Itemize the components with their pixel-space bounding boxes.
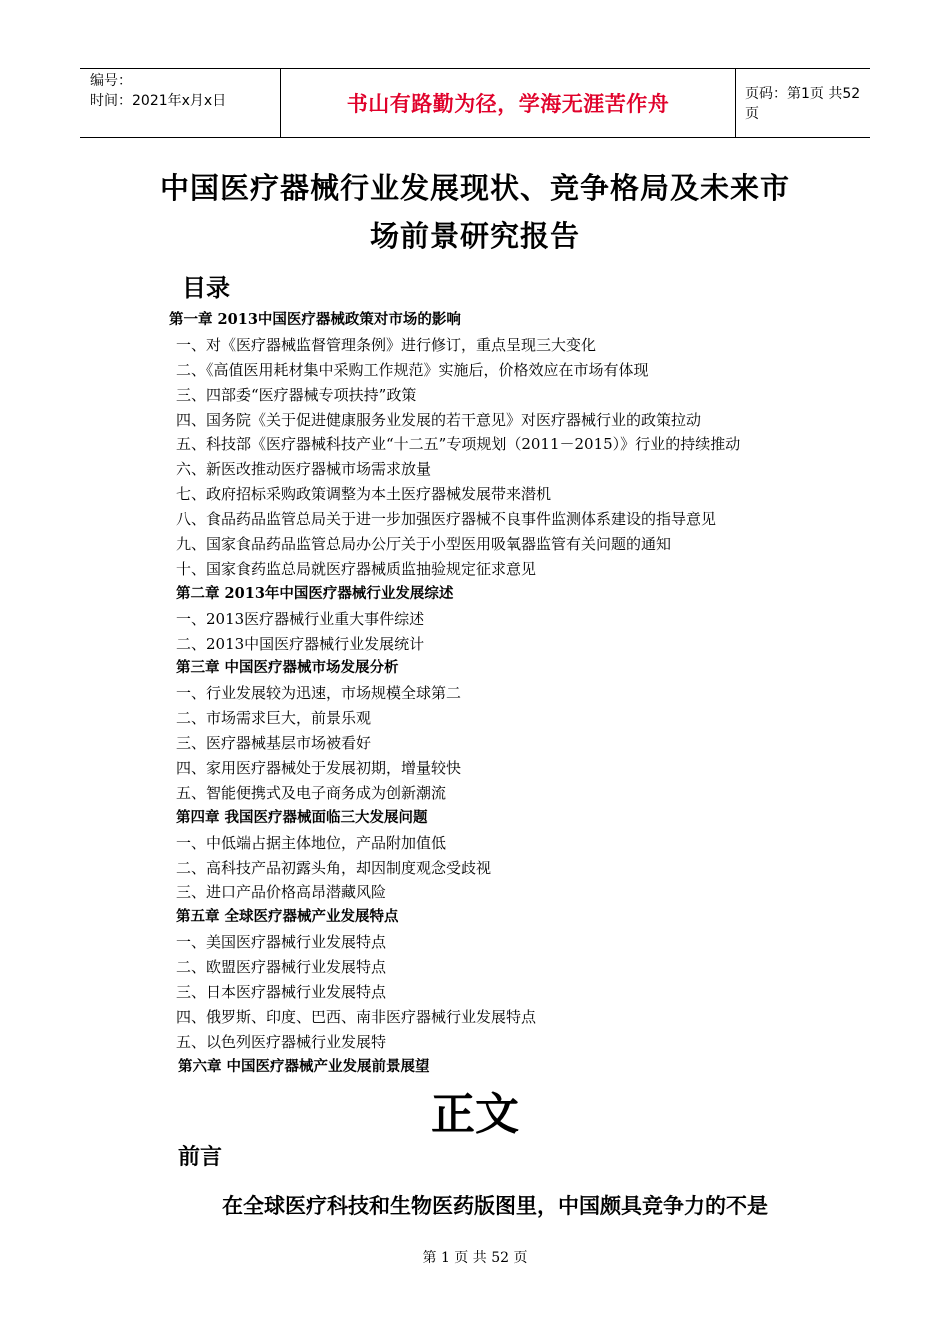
- toc-heading: 目录: [182, 273, 230, 302]
- toc-item[interactable]: 三、医疗器械基层市场被看好: [176, 734, 372, 753]
- toc-item[interactable]: 六、新医改推动医疗器械市场需求放量: [176, 460, 432, 479]
- toc-item[interactable]: 一、2013医疗器械行业重大事件综述: [176, 609, 425, 628]
- header-table: [80, 68, 870, 138]
- number-label: 编号：: [90, 73, 132, 89]
- time-label: 时间：2021年x月x日: [90, 93, 227, 109]
- toc-item[interactable]: 四、国务院《关于促进健康服务业发展的若干意见》对医疗器械行业的政策拉动: [176, 410, 702, 429]
- preface-heading: 前言: [178, 1144, 223, 1170]
- toc-item[interactable]: 二、市场需求巨大，前景乐观: [176, 709, 372, 728]
- page-code: 页码：第1页 共52页: [745, 86, 861, 122]
- header-middle-cell: [281, 69, 736, 137]
- toc-chapter[interactable]: 第三章 中国医疗器械市场发展分析: [176, 659, 399, 677]
- toc-item[interactable]: 五、以色列医疗器械行业发展特: [176, 1032, 387, 1051]
- toc-item[interactable]: 三、进口产品价格高昂潜藏风险: [176, 883, 387, 902]
- page-footer: 第 1 页 共 52 页: [422, 1250, 528, 1266]
- toc-item[interactable]: 一、中低端占据主体地位，产品附加值低: [176, 833, 447, 852]
- table-of-contents: [0, 308, 950, 1080]
- toc-item[interactable]: 三、四部委“医疗器械专项扶持”政策: [176, 385, 417, 404]
- toc-item[interactable]: 一、行业发展较为迅速，市场规模全球第二: [176, 684, 462, 703]
- toc-item[interactable]: 二、高科技产品初露头角，却因制度观念受歧视: [176, 858, 492, 877]
- header-left-cell: [80, 69, 281, 137]
- toc-chapter[interactable]: 第一章 2013中国医疗器械政策对市场的影响: [169, 311, 461, 328]
- toc-item[interactable]: 四、家用医疗器械处于发展初期，增量较快: [176, 759, 462, 778]
- toc-chapter[interactable]: 第二章 2013年中国医疗器械行业发展综述: [176, 584, 454, 602]
- body-heading: 正文: [431, 1089, 519, 1140]
- toc-item[interactable]: 三、日本医疗器械行业发展特点: [176, 983, 387, 1002]
- toc-item[interactable]: 一、美国医疗器械行业发展特点: [176, 933, 387, 952]
- toc-item[interactable]: 十、国家食药监总局就医疗器械质监抽验规定征求意见: [176, 559, 537, 578]
- toc-chapter[interactable]: 第六章 中国医疗器械产业发展前景展望: [178, 1057, 430, 1075]
- toc-chapter[interactable]: 第四章 我国医疗器械面临三大发展问题: [176, 808, 428, 826]
- first-paragraph: 在全球医疗科技和生物医药版图里，中国颇具竞争力的不是: [222, 1193, 768, 1218]
- toc-item[interactable]: 七、政府招标采购政策调整为本土医疗器械发展带来潜机: [176, 485, 552, 504]
- toc-item[interactable]: 二、欧盟医疗器械行业发展特点: [176, 958, 387, 977]
- report-title-line-2: 场前景研究报告: [369, 219, 580, 253]
- toc-item[interactable]: 一、对《医疗器械监督管理条例》进行修订，重点呈现三大变化: [176, 335, 597, 354]
- toc-item[interactable]: 八、食品药品监管总局关于进一步加强医疗器械不良事件监测体系建设的指导意见: [176, 510, 717, 529]
- toc-item[interactable]: 五、智能便携式及电子商务成为创新潮流: [176, 783, 447, 802]
- report-title-line-1: 中国医疗器械行业发展现状、竞争格局及未来市: [159, 171, 790, 205]
- toc-item[interactable]: 二、2013中国医疗器械行业发展统计: [176, 634, 425, 653]
- toc-item[interactable]: 九、国家食品药品监管总局办公厅关于小型医用吸氧器监管有关问题的通知: [176, 535, 672, 554]
- toc-item[interactable]: 四、俄罗斯、印度、巴西、南非医疗器械行业发展特点: [176, 1007, 537, 1026]
- toc-chapter[interactable]: 第五章 全球医疗器械产业发展特点: [176, 908, 399, 926]
- toc-item[interactable]: 二、《高值医用耗材集中采购工作规范》实施后，价格效应在市场有体现: [176, 360, 649, 379]
- motto-text: 书山有路勤为径，学海无涯苦作舟: [346, 91, 670, 116]
- header-right-cell: [735, 69, 870, 137]
- toc-item[interactable]: 五、科技部《医疗器械科技产业“十二五”专项规划（2011－2015）》行业的持续推动: [176, 435, 741, 454]
